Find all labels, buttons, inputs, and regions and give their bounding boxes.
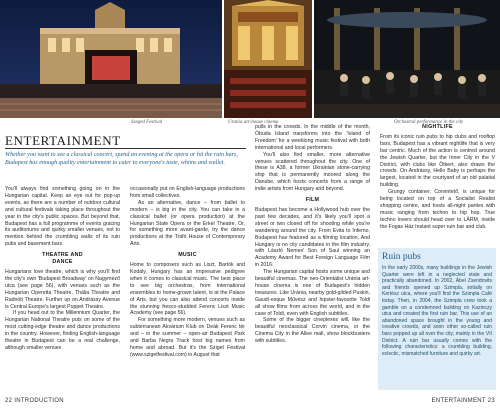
paragraph: Hungarians love theatre, which is why you'll find the city's own 'Budapest Broadway' on Nagymező utca (see page 56), with venues such as the Hungarian Operetta Theatre, Thália Theatre and Radnóti Theatre. Further up on Andrássy Avenue is Central Europe's largest Puppet Theatre.	[5, 268, 120, 310]
sidebar-body: In the early 2000s, many buildings in the Jewish Quarter were left in a neglected state and practically abandoned. In 2002, Ábel Zsendovits and friends opened up Szimpla, initially on Kertész utca, where you'll find the Szimpla Café today. Then, in 2004, the Szimpla crew took a gamble on a condemned building on Kazinczy utca and created the first ruin bar. This use of an abandoned space brought in the young and creative crowds, and soon other so-called ruin bars popped up all over the city, mainly in the VII District. A ruin bar usually comes with the following characteristics: a crumbling building, eclectic, mismatched furniture and quirky art.	[382, 265, 492, 357]
section-heading-film: FILM	[305, 197, 320, 204]
paragraph: Budapest has become a Hollywood hub over the past few decades, and it's likely you'll spot a street or two closed off for shooting while you're wandering around the city. From Evita to Inferno, Budapest has featured as a filming location. And Hungary is no city candidates in the film industry, with László Nemes' Son of Saul winning an Academy Award for Best Foreign Language Film in 2016.	[255, 206, 370, 269]
chapter-title: ENTERTAINMENT	[5, 133, 121, 148]
sidebar-title: Ruin pubs	[382, 252, 421, 262]
section-heading-line: DANCE	[52, 259, 73, 266]
paragraph: If you head out to the Millennium Quarter, the Hungarian National Theatre puts on some of the most cutting-edge theatre and dance productions in the country. However, finding English-language theatre in Budapest can be a real challenge, although smaller venues	[5, 310, 120, 351]
section-heading-music: MUSIC	[178, 252, 197, 259]
paragraph: You'll also find smaller, more alternative venues scattered throughout the city. One of these is A38, a former Ukrainian stone-carrying ship that is permanently moored along the Danube, which hosts concerts from a range of indie artists from Hungary and beyond.	[255, 151, 370, 193]
paragraph: Some of the bigger cineplexes will, like the beautiful neoclassical Corvin cinema, or the Cinema City in the Allee mall, show blockbusters with subtitles.	[255, 317, 370, 345]
paragraph: The Hungarian capital hosts some unique and beautiful cinemas. The neo-Orientalist Uránia art-house cinema is one of Budapest's hidden treasures. Like Uránia, nearby gold-gilded Puskin, Gaudí-esque Művész and hipster-favourite Toldi all show films from across the world, and in the case of Toldi, even with English subtitles.	[255, 269, 370, 317]
text-column-1	[5, 186, 120, 352]
paragraph: You'll always find something going on in the Hungarian capital. Keep an eye out for pop-up events, as there are a number of outdoor cultural and cultural festivals taking place throughout the year in the city's public spaces. But beyond that, Budapest has a full programme of events gracing its auditoriums and quirky smaller venues, not to mention behind the crumbling walls of its ruin pubs and basement bars.	[5, 186, 120, 248]
section-heading-nightlife: NIGHTLIFE	[422, 124, 453, 130]
text-column-2	[130, 186, 245, 359]
photo-caption: Orchestral performance in the city	[394, 120, 464, 125]
concert-photo	[314, 0, 500, 118]
title-divider	[5, 148, 246, 149]
paragraph: Home to composers such as Liszt, Bartók and Kodály, Hungary has an impressive pedigree when it comes to classical music. The best place to see big orchestras, from international ensembles to home-grown talent, is at the Palace of Arts, but you can also attend concerts inside the stunning fresco-studded Ferenc Liszt Music Academy (see page 56).	[130, 262, 245, 317]
chapter-intro: Whether you want to see a classical concert, spend an evening at the opera or hit the ruin bars, Budapest has enough quality entertainment to cater to everyone's taste, whims and wallet.	[5, 152, 238, 166]
photo-caption: Urania art-house cinema	[228, 120, 279, 125]
paragraph: pulls in the crowds. In the middle of the month, Óbuda Island transforms into the 'Island of Freedom' for a weeklong music festival with both international and local performers.	[255, 124, 370, 151]
photo-strip	[0, 0, 500, 118]
text-column-3	[255, 124, 370, 345]
ruin-pubs-sidebar	[378, 248, 496, 390]
paragraph: As an alternative, dance – from ballet to modern – is big in the city. You can take in a classical ballet (or opera production) at the Hungarian State Opera or the Erkel Theatre, Or, for something more avant-garde, try the dance productions at the Trafó House of Contemporary Arts.	[130, 199, 245, 248]
text-column-4	[380, 124, 495, 231]
paragraph: Grungy container, Corvintető, is unique for being located on top of a Socialist Realist shopping centre, and hosts all-night parties with music ranging from techno to hip hop. True techno lovers should head over to LÄRM, inside the Fogas Ház Instant super ruin bar and club.	[380, 189, 495, 230]
page-footer-left: 22 INTRODUCTION	[5, 398, 64, 404]
festival-photo	[0, 0, 222, 118]
paragraph: occasionally put on English-language productions from small collectives.	[130, 186, 245, 199]
page-footer-right: ENTERTAINMENT 23	[431, 398, 495, 404]
photo-caption: Szeged Festival	[131, 120, 163, 125]
section-heading-line: THEATRE AND	[42, 252, 83, 259]
paragraph: For something more modern, venues such as subterranean Akvárium Klub on Deák Ferenc tér and – in the summer – open-air Budapest Park and Barba Negra Track host big names from home and abroad. But it's the Sziget Festival (www.szigetfestival.com) in August that	[130, 317, 245, 358]
section-heading-theatre	[5, 252, 120, 266]
paragraph: From its iconic ruin pubs to hip clubs and rooftop bars, Budapest has a vibrant nightlife that is very bar centric. Much of the action is centred around the Jewish Quarter, but the Inner City in the V District, with clubs like Ötkert, also draws the crowds. On Andrássy, Hello Baby is perhaps the largest, located in the courtyard of an old palatial building.	[380, 133, 495, 189]
cinema-photo	[224, 0, 312, 118]
